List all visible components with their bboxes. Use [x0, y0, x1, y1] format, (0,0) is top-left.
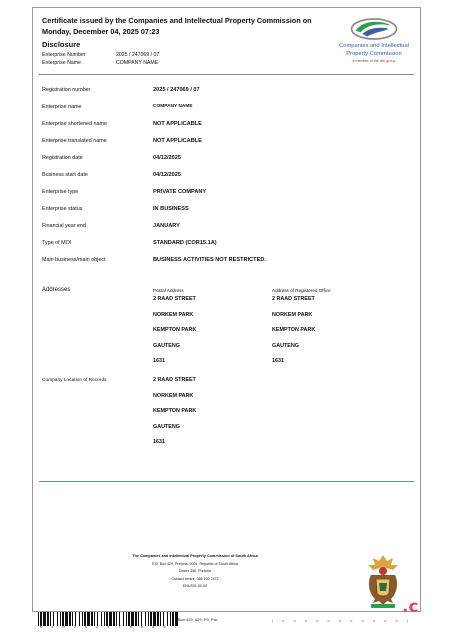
detail-label: Registration number: [42, 87, 91, 93]
address-line: 2 RAAD STREET: [153, 296, 196, 302]
enterprise-name-line: [42, 60, 158, 66]
cipc-logo-icon: [349, 16, 399, 42]
barcode-bar: [135, 612, 137, 626]
address-line: 2 RAAD STREET: [153, 377, 196, 383]
address-line: KEMPTON PARK: [153, 408, 197, 414]
barcode-bar: [148, 612, 149, 626]
detail-value: 2025 / 247069 / 07: [153, 87, 200, 93]
barcode-digits: K 2 0 2 5 2 4 7 0 6 9 0 7: [40, 626, 181, 630]
header-divider: [39, 74, 414, 75]
barcode-bar: [97, 612, 98, 626]
barcode-bar: [38, 612, 39, 626]
barcode-icon: [38, 612, 178, 626]
barcode-bar: [75, 612, 76, 626]
barcode-bar: [53, 612, 54, 626]
barcode-bar: [69, 612, 71, 626]
detail-value: IN BUSINESS: [153, 206, 189, 212]
barcode-bar: [106, 612, 108, 626]
enterprise-number-line: [42, 52, 159, 58]
certificate-title: Certificate issued by the Companies and Intellectual Property Commission on Monday, December 04, 2025 07:23: [42, 16, 312, 36]
barcode-bar: [170, 612, 171, 626]
registered-office-heading: Address of Registered Office: [272, 288, 331, 293]
footer-line: ENUS01.00-00: [182, 584, 208, 588]
enterprise-name-label: Enterprise Name: [42, 60, 81, 66]
barcode-bar: [65, 612, 68, 626]
detail-value: NOT APPLICABLE: [153, 121, 202, 127]
barcode-bar: [163, 612, 164, 626]
detail-label: Financial year end: [42, 223, 87, 229]
barcode-bar: [150, 612, 152, 626]
detail-value: JANUARY: [153, 223, 180, 229]
detail-label: Type of MOI: [42, 240, 72, 246]
detail-value: 04/12/2025: [153, 155, 181, 161]
detail-value: 04/12/2025: [153, 172, 181, 178]
detail-value: BUSINESS ACTIVITIES NOT RESTRICTED.: [153, 257, 266, 263]
barcode-bar: [91, 612, 93, 626]
logo-member-text: a member of the: [352, 59, 379, 63]
barcode-bar: [43, 612, 46, 626]
barcode-bar: [128, 612, 130, 626]
footer-contact: [80, 553, 310, 591]
records-label: Company Location of Records: [42, 378, 107, 383]
enterprise-number-value: 2025 / 247069 / 07: [116, 52, 160, 58]
detail-label: Enterprise shortened name: [42, 121, 108, 127]
barcode-bar: [157, 612, 159, 626]
address-line: GAUTENG: [153, 424, 180, 430]
address-line: KEMPTON PARK: [153, 327, 197, 333]
address-line: GAUTENG: [272, 343, 299, 349]
page-marks: | o o o o o o o o o o o |: [272, 618, 412, 623]
barcode-note: Box 429, 429, P9, Pre:: [178, 617, 219, 622]
barcode-bar: [87, 612, 90, 626]
detail-value: PRIVATE COMPANY: [153, 189, 207, 195]
detail-label: Enterprise status: [42, 206, 83, 212]
footer-line: The Companies and Intellectual Property Commission of South Africa: [132, 554, 258, 558]
detail-label: Business start date: [42, 172, 88, 178]
address-line: GAUTENG: [153, 343, 180, 349]
footer-line: P.O. Box 429, Pretoria, 0001, Republic of South Africa: [152, 561, 238, 566]
detail-label: Enterprise translated name: [42, 138, 107, 144]
detail-label: Enterprise type: [42, 189, 79, 195]
detail-value: NOT APPLICABLE: [153, 138, 202, 144]
barcode-bar: [153, 612, 156, 626]
ce-mark: .c: [402, 597, 419, 617]
logo-member-group: dtic group: [379, 59, 396, 63]
barcode-bar: [113, 612, 115, 626]
logo-name-line2: Property Commission: [346, 50, 402, 57]
barcode-bar: [109, 612, 112, 626]
footer-divider: [39, 481, 414, 482]
logo-member-line: [329, 59, 419, 63]
detail-value: STANDARD (COR15.1A): [153, 240, 217, 246]
detail-value: COMPANY NAME: [153, 104, 193, 109]
disclosure-heading: Disclosure: [42, 40, 81, 49]
cipc-logo: [329, 16, 419, 76]
barcode-bar: [84, 612, 86, 626]
certificate-page: [32, 7, 421, 612]
barcode-bar: [126, 612, 127, 626]
barcode-bar: [47, 612, 49, 626]
detail-label: Registration date: [42, 155, 83, 161]
barcode-bar: [40, 612, 42, 626]
detail-label: Enterprise name: [42, 104, 82, 110]
barcode-bar: [160, 612, 161, 626]
barcode-bar: [57, 612, 58, 626]
address-line: NORKEM PARK: [272, 312, 313, 318]
barcode-bar: [131, 612, 134, 626]
enterprise-name-value: COMPANY NAME: [116, 60, 159, 66]
barcode-bar: [50, 612, 51, 626]
barcode-bar: [104, 612, 105, 626]
barcode-bar: [172, 612, 174, 626]
address-line: NORKEM PARK: [153, 312, 194, 318]
barcode-bar: [141, 612, 142, 626]
barcode-bar: [138, 612, 139, 626]
logo-name-line1: Companies and Intellectual: [339, 43, 409, 49]
barcode-bar: [116, 612, 117, 626]
address-line: 1631: [153, 439, 165, 445]
barcode-bar: [82, 612, 83, 626]
barcode-bar: [94, 612, 95, 626]
address-line: 2 RAAD STREET: [272, 296, 315, 302]
enterprise-number-label: Enterprise Number: [42, 52, 86, 58]
barcode-bar: [167, 612, 168, 626]
barcode-bar: [101, 612, 102, 626]
addresses-label: Addresses: [42, 287, 71, 293]
address-line: 1631: [272, 358, 284, 364]
barcode-bar: [119, 612, 120, 626]
address-line: 1631: [153, 358, 165, 364]
footer-line: Contact centre: 086 100 2472: [171, 576, 219, 581]
barcode-bar: [145, 612, 146, 626]
address-line: KEMPTON PARK: [272, 327, 316, 333]
barcode-bar: [79, 612, 80, 626]
detail-label: Main business/main object: [42, 257, 106, 263]
postal-address-heading: Postal Address: [153, 288, 184, 293]
barcode-bar: [60, 612, 61, 626]
coat-of-arms-icon: [365, 553, 401, 611]
address-line: NORKEM PARK: [153, 393, 194, 399]
barcode-bar: [123, 612, 124, 626]
barcode-bar: [72, 612, 73, 626]
barcode-bar: [62, 612, 64, 626]
footer-line: Docex 256, Pretoria: [179, 569, 211, 573]
